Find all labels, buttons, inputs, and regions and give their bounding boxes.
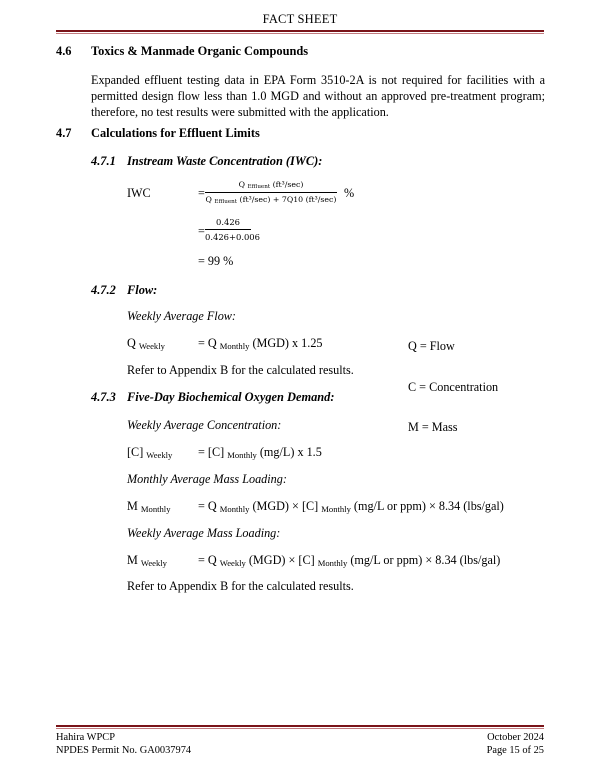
subsection-title-flow: Flow: bbox=[127, 283, 158, 297]
bod-conc-subtitle: Weekly Average Concentration: bbox=[127, 418, 282, 432]
bod-weekly-mass-lhs: M $_{Weekly}$ bbox=[127, 553, 167, 568]
subsection-title-bod: Five-Day Biochemical Oxygen Demand: bbox=[127, 390, 335, 404]
header-rule bbox=[56, 30, 544, 32]
iwc-numerator: Q Effluent (ft³/sec) bbox=[238, 180, 304, 190]
bod-weekly-mass-subtitle: Weekly Average Mass Loading: bbox=[127, 526, 281, 540]
subsection-number-4-7-2: 4.7.2 bbox=[91, 283, 116, 297]
footer-rule bbox=[56, 725, 544, 727]
flow-subtitle: Weekly Average Flow: bbox=[127, 309, 236, 323]
header-rule-thin bbox=[56, 33, 544, 34]
variable-legend bbox=[408, 313, 498, 448]
iwc-fraction-bar bbox=[205, 192, 337, 193]
section-4-6-paragraph: Expanded effluent testing data in EPA Form 3510-2A is not required for facilities with a permitted design flow less than 1.0 MGD and without an approved pre-treatment program; therefore, no test results were submitted with the application. bbox=[91, 73, 545, 119]
bod-conc-rhs: = [C] $_{Monthly}$ (mg/L) x 1.5 bbox=[198, 445, 322, 460]
bod-weekly-mass-rhs: = Q $_{Weekly}$ (MGD) × [C] $_{Monthly}$ (mg/L or ppm) × 8.34 (lbs/gal) bbox=[198, 553, 501, 568]
flow-lhs: Q $_{Weekly}$ bbox=[127, 336, 165, 351]
flow-rhs: = Q $_{Monthly}$ (MGD) x 1.25 bbox=[198, 336, 323, 351]
iwc-percent: % bbox=[344, 186, 355, 200]
section-title-4-7: Calculations for Effluent Limits bbox=[91, 126, 260, 140]
iwc-equals-2: = bbox=[198, 224, 205, 238]
page-header-title: FACT SHEET bbox=[262, 12, 338, 26]
footer-date: October 2024 bbox=[487, 732, 544, 743]
iwc-fraction-bar-2 bbox=[205, 229, 251, 230]
legend-item-flow: Q = Flow bbox=[408, 339, 455, 353]
iwc-result: = 99 % bbox=[198, 254, 234, 268]
iwc-numerator-value: 0.426 bbox=[216, 217, 240, 227]
subsection-number-4-7-3: 4.7.3 bbox=[91, 390, 116, 404]
iwc-label: IWC bbox=[127, 186, 151, 200]
flow-refer-text: Refer to Appendix B for the calculated results. bbox=[127, 363, 354, 377]
legend-item-mass: M = Mass bbox=[408, 420, 458, 434]
footer-facility: Hahira WPCP bbox=[56, 732, 115, 743]
bod-refer-text: Refer to Appendix B for the calculated results. bbox=[127, 579, 354, 593]
legend-item-concentration: C = Concentration bbox=[408, 379, 499, 394]
bod-monthly-mass-subtitle: Monthly Average Mass Loading: bbox=[127, 472, 287, 486]
iwc-equals: = bbox=[198, 186, 205, 200]
section-title-4-6: Toxics & Manmade Organic Compounds bbox=[91, 44, 309, 58]
iwc-denominator-value: 0.426+0.006 bbox=[205, 232, 260, 242]
bod-conc-lhs: [C] $_{Weekly}$ bbox=[127, 445, 173, 460]
bod-monthly-mass-lhs: M $_{Monthly}$ bbox=[127, 499, 171, 514]
section-number-4-6: 4.6 bbox=[56, 44, 72, 58]
footer-rule-thin bbox=[56, 728, 544, 729]
footer-permit-number: NPDES Permit No. GA0037974 bbox=[56, 745, 192, 756]
section-number-4-7: 4.7 bbox=[56, 126, 72, 140]
bod-monthly-mass-rhs: = Q $_{Monthly}$ (MGD) × [C] $_{Monthly}$ (mg/L or ppm) × 8.34 (lbs/gal) bbox=[198, 499, 504, 514]
footer-page-number: Page 15 of 25 bbox=[486, 745, 544, 756]
iwc-denominator: Q Effluent (ft³/sec) + 7Q10 (ft³/sec) bbox=[205, 195, 337, 205]
subsection-number-4-7-1: 4.7.1 bbox=[91, 154, 116, 168]
subsection-title-iwc: Instream Waste Concentration (IWC): bbox=[127, 154, 323, 168]
